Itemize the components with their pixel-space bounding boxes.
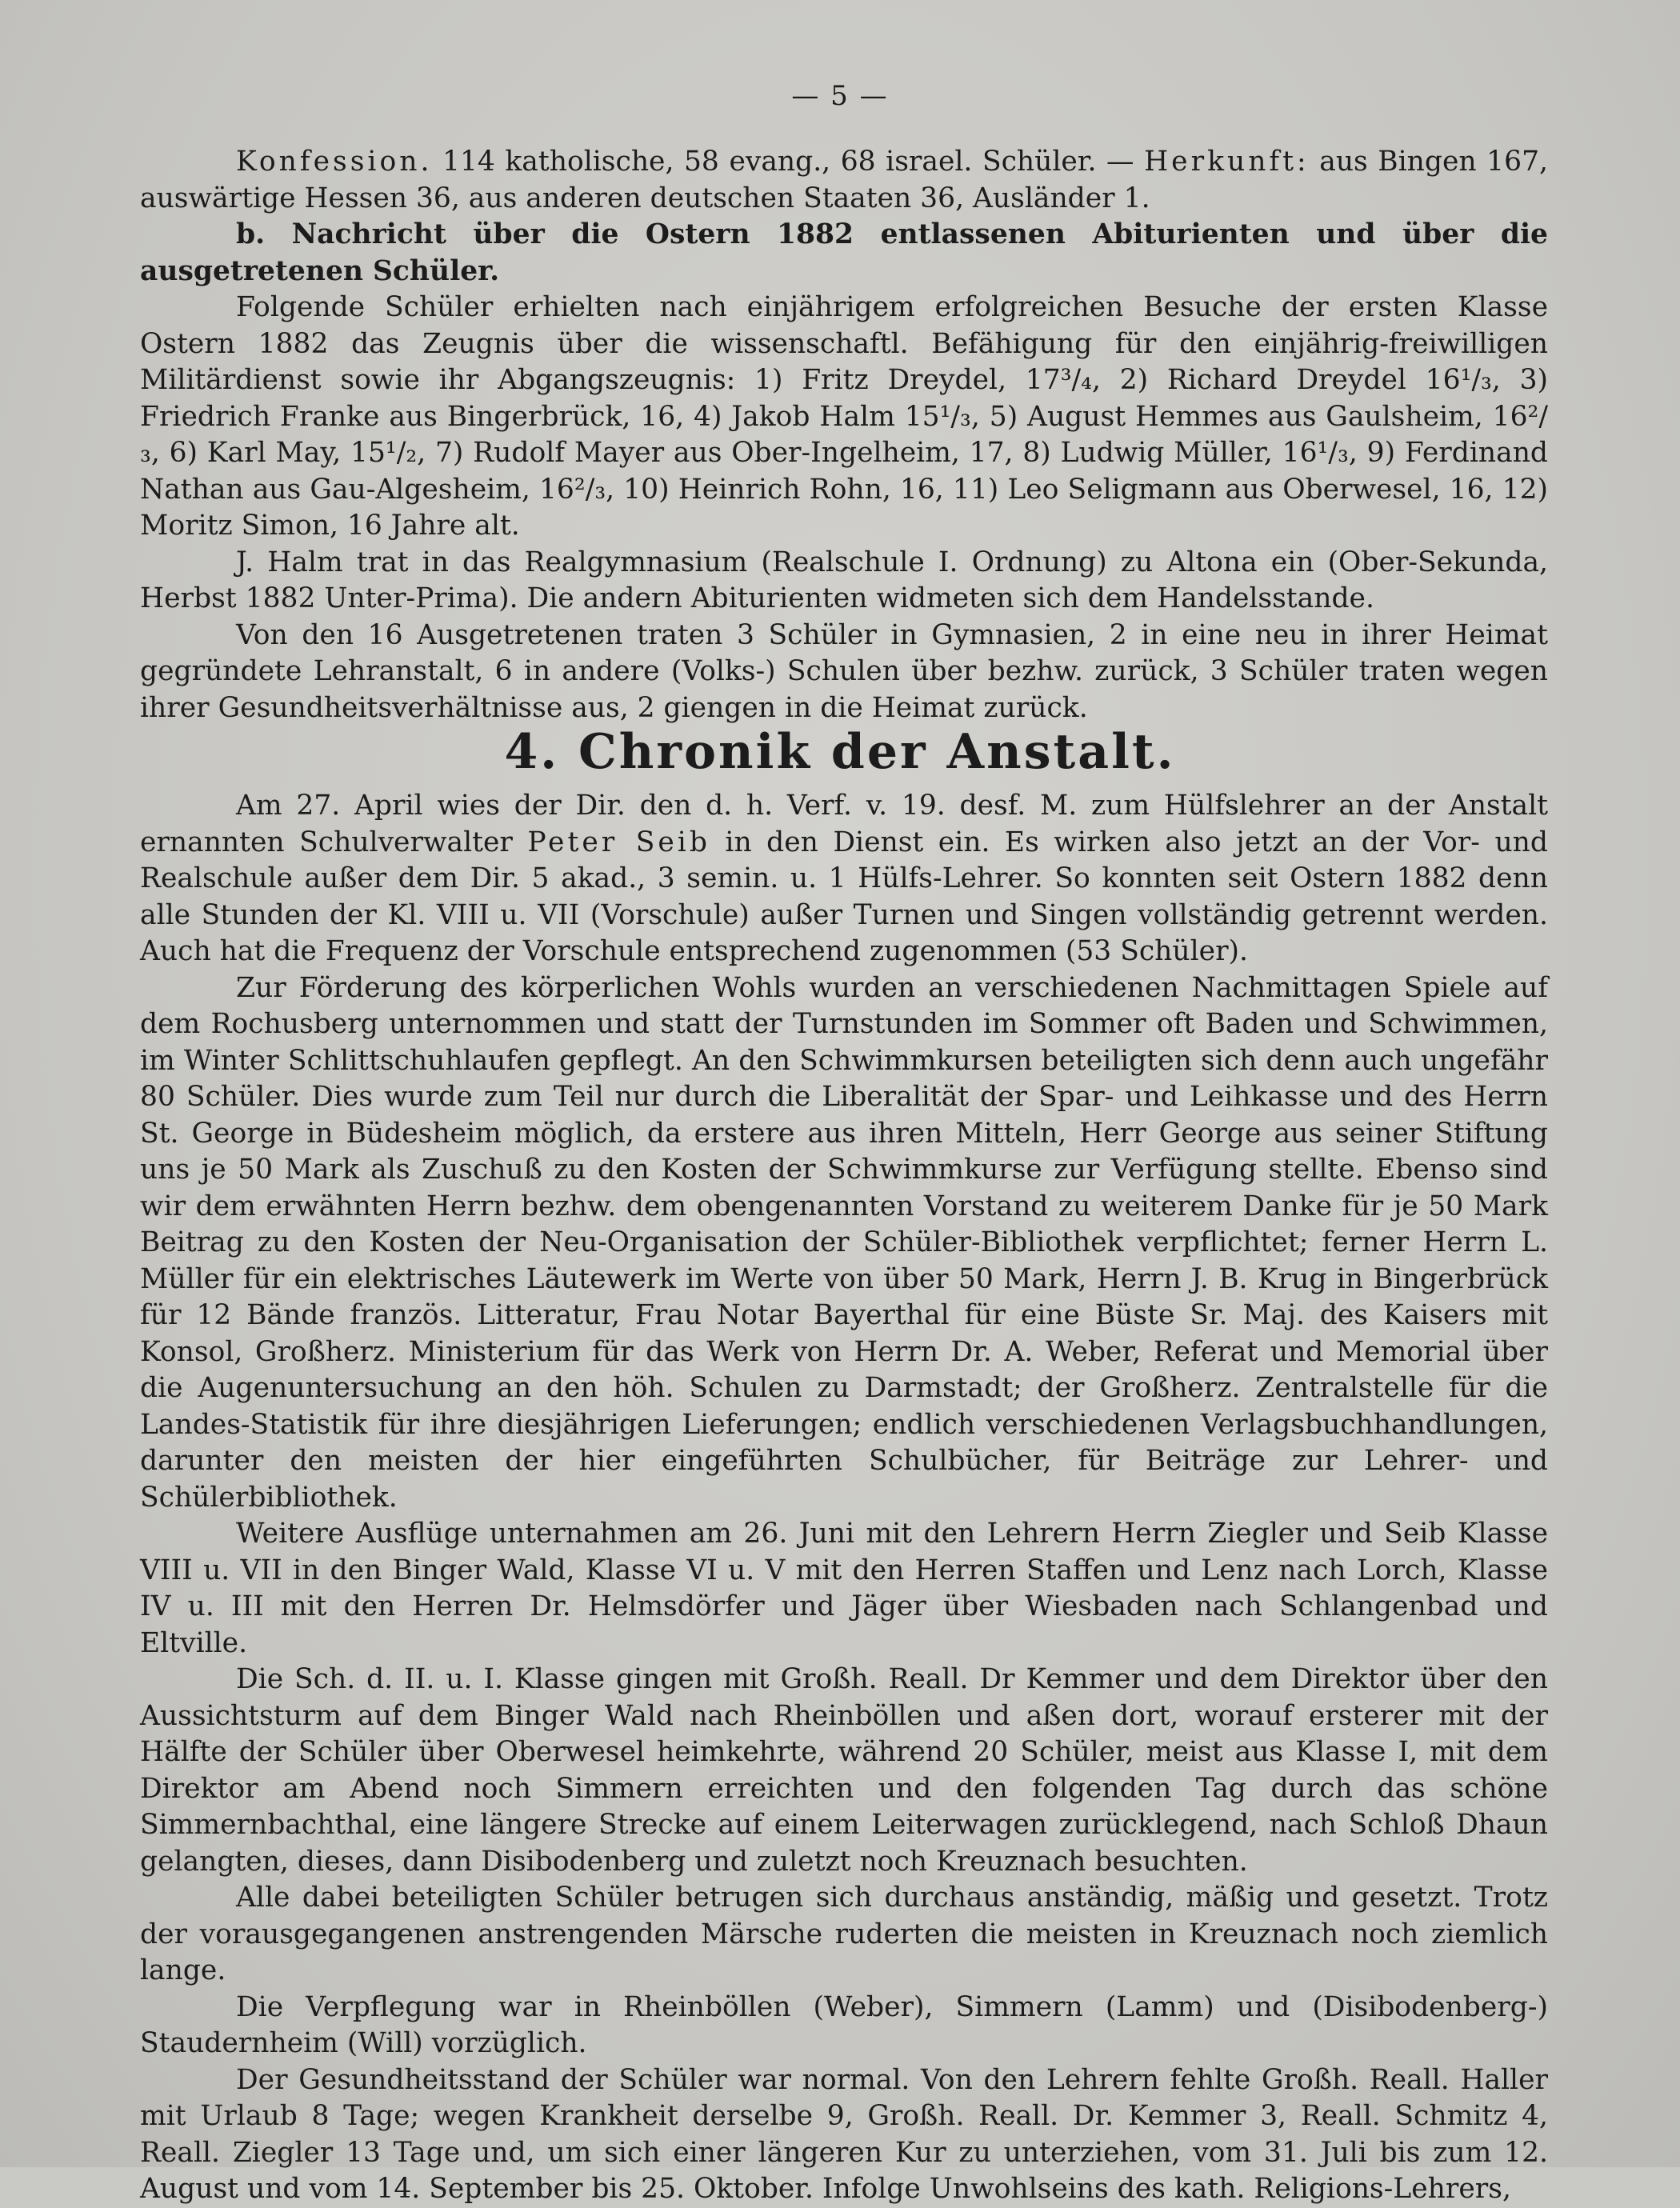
page-number: — 5 —: [791, 80, 889, 112]
chronicle-paragraph-excursions: Weitere Ausflüge unternahmen am 26. Juni mit den Lehrern Herrn Ziegler und Seib Klasse VIII u. VII in den Binger Wald, Klasse VI u. V mit den Herren Staffen und Lenz nach Lorch, Klasse IV u. III mit den Herren Dr. Helmsdörfer und Jäger über Wiesbaden nach Schlangenbad und Eltville.: [140, 1518, 1548, 1659]
teacher-name: Peter Seib: [527, 826, 710, 858]
chronicle-paragraph-health: Der Gesundheitsstand der Schüler war normal. Von den Lehrern fehlte Großh. Reall. Haller mit Urlaub 8 Tage; wegen Krankheit derselbe 9, Großh. Reall. Dr. Kemmer 3, Reall. Schmitz 4, Reall. Ziegler 13 Tage und, um sich einer längeren Kur zu unterziehen, vom 31. Juli bis zum 12. August und vom 14. September bis 25. Oktober. Infolge Unwohlseins des kath. Religions-Lehrers,: [140, 2063, 1548, 2205]
departures-paragraph: Von den 16 Ausgetretenen traten 3 Schüler in Gymnasien, 2 in eine neu in ihrer Heimat gegründete Lehranstalt, 6 in andere (Volks-) Schulen über bezhw. zurück, 3 Schüler traten wegen ihrer Gesundheitsverhältnisse aus, 2 giengen in die Heimat zurück.: [140, 618, 1548, 724]
chronicle-paragraph-staff: [140, 788, 1548, 970]
confession-origin-paragraph: [140, 144, 1548, 217]
chronicle-paragraph-sports: Zur Förderung des körperlichen Wohls wurden an verschiedenen Nachmittagen Spiele auf dem Rochusberg unternommen und statt der Turnstunden im Sommer oft Baden und Schwimmen, im Winter Schlittschuhlaufen gepflegt. An den Schwimmkursen beteiligten sich denn auch ungefähr 80 Schüler. Dies wurde zum Teil nur durch die Liberalität der Spar- und Leihkasse und des Herrn St. George in Büdesheim möglich, da erstere aus ihren Mitteln, Herr George aus seiner Stiftung uns je 50 Mark als Zuschuß zu den Kosten der Schwimmkurse zur Verfügung stellte. Ebenso sind wir dem erwähnten Herrn bezhw. dem obengenannten Vorstand zu weiterem Danke für je 50 Mark Beitrag zu den Kosten der Neu-Organisation der Schüler-Bibliothek verpflichtet; ferner Herrn L. Müller für ein elektrisches Läutewerk im Werte von über 50 Mark, Herrn J. B. Krug in Bingerbrück für 12 Bände französ. Litteratur, Frau Notar Bayerthal für eine Büste Sr. Maj. des Kaisers mit Konsol, Großherz. Ministerium für das Werk von Herrn Dr. A. Weber, Referat und Memorial über die Augenuntersuchung an den höh. Schulen zu Darmstadt; der Großherz. Zentralstelle für die Landes-Statistik für ihre diesjährigen Lieferungen; endlich verschiedenen Verlagsbuchhandlungen, darunter den meisten der hier eingeführten Schulbücher, für Beiträge zur Lehrer- und Schülerbibliothek.: [140, 971, 1548, 1514]
confession-text: 114 katholische, 58 evang., 68 israel. Schüler. —: [432, 146, 1145, 178]
chronicle-paragraph-upper-classes: Die Sch. d. II. u. I. Klasse gingen mit Großh. Reall. Dr Kemmer und dem Direktor über den Aussichtsturm auf dem Binger Wald nach Rheinböllen und aßen dort, worauf ersterer mit der Hälfte der Schüler über Oberwesel heimkehrte, während 20 Schüler, meist aus Klasse I, mit dem Direktor am Abend noch Simmern erreichten und den folgenden Tag durch das schöne Simmernbachthal, eine längere Strecke auf einem Leiterwagen zurücklegend, nach Schloß Dhaun gelangten, dieses, dann Disibodenberg und zuletzt noch Kreuznach besuchten.: [140, 1663, 1548, 1878]
confession-label: Konfession.: [236, 146, 433, 178]
halm-paragraph: J. Halm trat in das Realgymnasium (Realschule I. Ordnung) zu Altona ein (Ober-Sekunda, Herbst 1882 Unter-Prima). Die andern Abiturienten widmeten sich dem Handelsstande.: [140, 546, 1548, 614]
origin-label: Herkunft:: [1144, 146, 1310, 178]
statistics-section: [140, 144, 1548, 726]
staff-text-b: in den Dienst ein. Es wirken also jetzt an der Vor- und Realschule außer dem Dir. 5 akad., 3 semin. u. 1 Hülfs-Lehrer. So konnten seit Ostern 1882 denn alle Stunden der Kl. VIII u. VII (Vorschule) außer Turnen und Singen vollständig getrennt werden. Auch hat die Frequenz der Vorschule entsprechend zugenommen (53 Schüler).: [140, 826, 1548, 967]
subsection-title: Nachricht über die Ostern 1882 entlassenen Abiturienten und über die ausgetretenen Schüler.: [140, 218, 1548, 287]
graduates-paragraph: Folgende Schüler erhielten nach einjährigem erfolgreichen Besuche der ersten Klasse Ostern 1882 das Zeugnis über die wissenschaftl. Befähigung für den einjährig-freiwilligen Militärdienst sowie ihr Abgangszeugnis: 1) Fritz Dreydel, 17³/₄, 2) Richard Dreydel 16¹/₃, 3) Friedrich Franke aus Bingerbrück, 16, 4) Jakob Halm 15¹/₃, 5) August Hemmes aus Gaulsheim, 16²/₃, 6) Karl May, 15¹/₂, 7) Rudolf Mayer aus Ober-Ingelheim, 17, 8) Ludwig Müller, 16¹/₃, 9) Ferdinand Nathan aus Gau-Algesheim, 16²/₃, 10) Heinrich Rohn, 16, 11) Leo Seligmann aus Oberwesel, 16, 12) Moritz Simon, 16 Jahre alt.: [140, 291, 1548, 542]
chronicle-paragraph-conduct: Alle dabei beteiligten Schüler betrugen sich durchaus anständig, mäßig und gesetzt. Trotz der vorausgegangenen anstrengenden Märsche ruderten die meisten in Kreuznach noch ziemlich lange.: [140, 1882, 1548, 1986]
chronicle-section: [140, 788, 1548, 2208]
staff-text-a: Am 27. April wies der Dir. den d. h. Verf. v. 19. desf. M. zum Hülfslehrer an der Anstalt ernannten Schulverwalter: [140, 790, 1548, 858]
section-heading-chronik: 4. Chronik der Anstalt.: [504, 724, 1176, 780]
origin-text: aus Bingen 167, auswärtige Hessen 36, aus anderen deutschen Staaten 36, Ausländer 1.: [140, 146, 1548, 214]
chronicle-paragraph-catering: Die Verpflegung war in Rheinböllen (Weber), Simmern (Lamm) und (Disibodenberg-) Staudernheim (Will) vorzüglich.: [140, 1990, 1548, 2059]
subsection-marker: b.: [236, 218, 266, 250]
subsection-heading-b: [140, 217, 1548, 290]
